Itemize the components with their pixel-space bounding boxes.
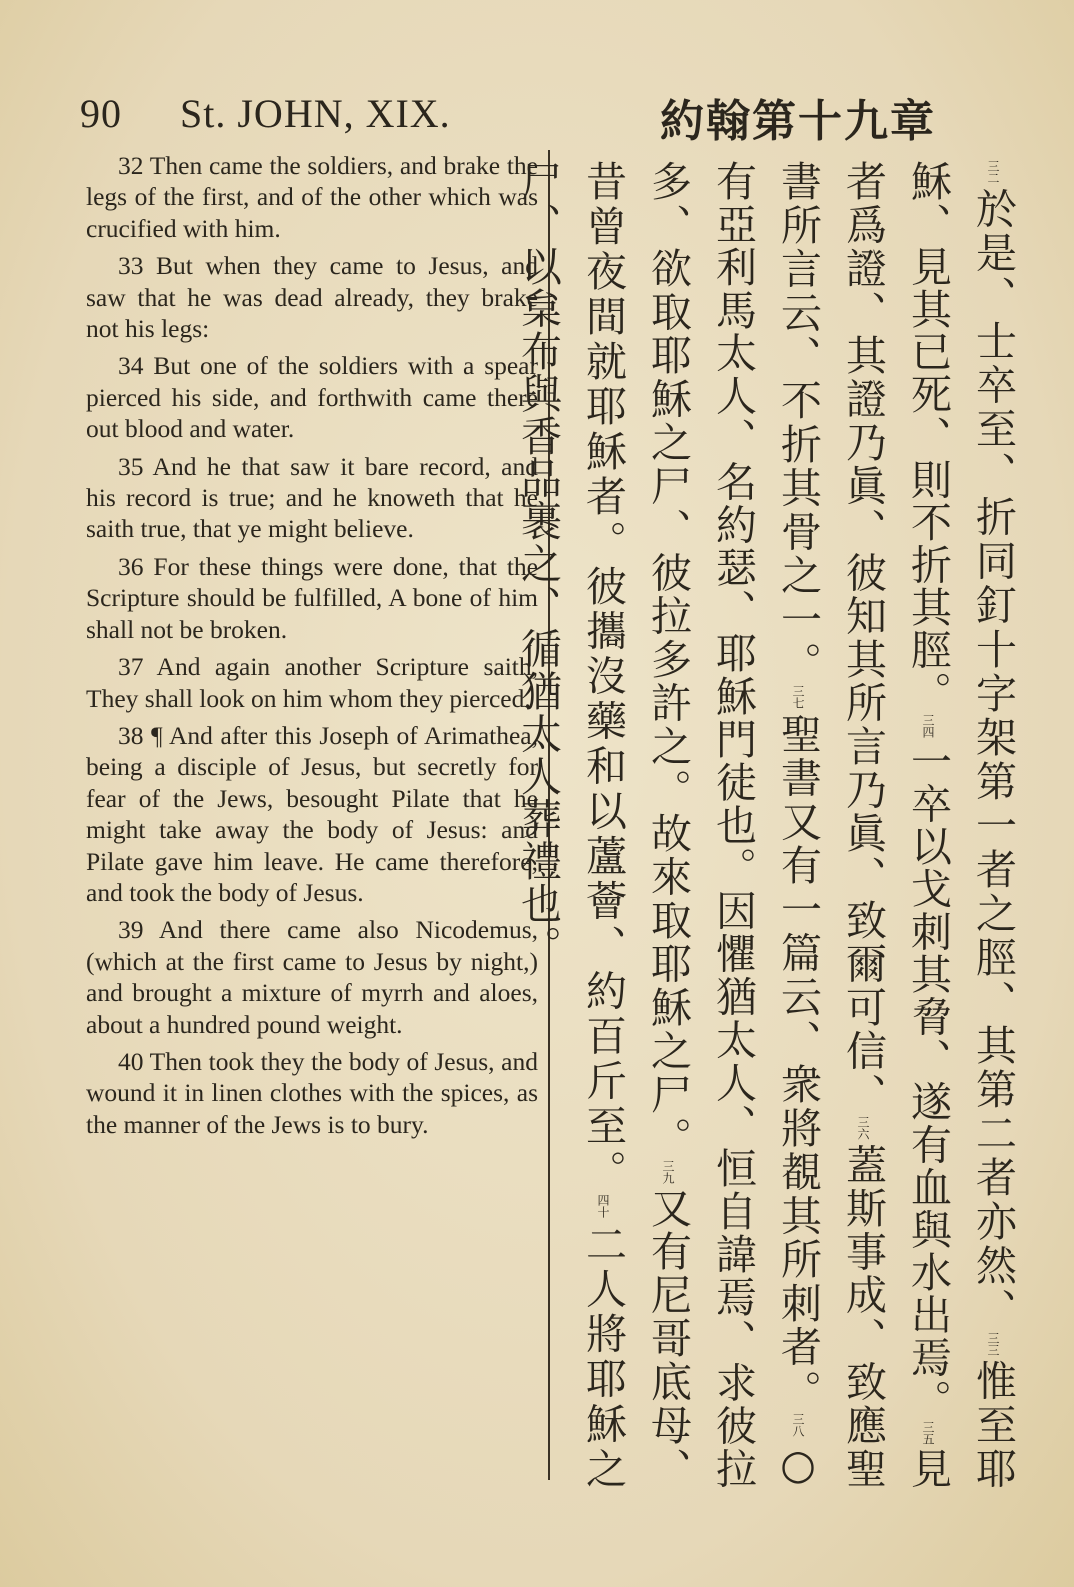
verse-39: 39 And there came also Nicodemus, (which at the first came to Jesus by night,) and brought a mixture of myrrh and aloes, about a hundred pound weight. xyxy=(86,915,538,1039)
verse-37: 37 And again another Scripture saith, They shall look on him whom they pierced. xyxy=(86,652,538,713)
verse-32: 32 Then came the soldiers, and brake the legs of the first, and of the other which was crucified with him. xyxy=(86,151,538,243)
verse-number-37: 三七 xyxy=(791,685,805,710)
verse-40: 40 Then took they the body of Jesus, and wound it in linen clothes with the spices, as the manner of the Jews is to bury. xyxy=(86,1046,538,1139)
chinese-verse-39: 又有尼哥底母、昔曾夜間就耶穌者。彼攜沒藥和以蘆薈、約百斤至。 xyxy=(579,160,692,1491)
chinese-verse-37: 聖書又有一篇云、衆將覩其所刺者。 xyxy=(774,711,822,1414)
verse-number-40: 四十 xyxy=(596,1194,610,1219)
english-column xyxy=(86,150,538,1146)
chinese-verse-40: 二人將耶穌之尸、以枲布與香品裹之、循猶太人葬禮也。 xyxy=(514,160,627,1491)
verse-35: 35 And he that saw it bare record, and his record is true; and he knoweth that he saith true, that ye might believe. xyxy=(86,451,538,544)
page-header xyxy=(80,90,550,140)
chinese-chapter-title: 約翰第十九章 xyxy=(660,96,936,147)
verse-38: 38 ¶ And after this Joseph of Arimathea, being a disciple of Jesus, but secretly for fear of the Jews, besought Pilate that he might take away the body of Jesus: and Pilate gave him leave. He came therefore, and took the body of Jesus. xyxy=(86,720,538,907)
verse-number-38: 三八 xyxy=(791,1413,805,1438)
verse-number-34: 三四 xyxy=(921,713,935,738)
verse-33: 33 But when they came to Jesus, and saw that he was dead already, they brake not his legs: xyxy=(86,251,538,344)
chinese-verse-38: ○有亞利馬太人、名約瑟、耶穌門徒也。因懼猶太人、恒自諱焉、求彼拉多、欲取耶穌之尸、彼拉多許之。故來取耶穌之尸。 xyxy=(644,160,822,1491)
verse-number-39: 三九 xyxy=(661,1159,675,1184)
verse-36: 36 For these things were done, that the Scripture should be fulfilled, A bone of him shall not be broken. xyxy=(86,551,538,644)
verse-number-32: 三二 xyxy=(986,160,1000,184)
verse-number-36: 三六 xyxy=(856,1116,870,1141)
chinese-verse-34: 一卒以戈刺其脅、遂有血與水出焉。 xyxy=(904,739,952,1422)
verse-number-35: 三五 xyxy=(921,1421,935,1446)
chinese-verse-33: 惟至耶穌、見其已死、則不折其脛。 xyxy=(904,160,1017,1491)
chinese-verse-32: 於是、士卒至、折同釘十字架第一者之脛、其第二者亦然、 xyxy=(969,186,1017,1332)
verse-number-33: 三三 xyxy=(986,1331,1000,1356)
chinese-verse-35: 見者爲證、其證乃眞、彼知其所言乃眞、致爾可信、 xyxy=(839,160,952,1491)
chinese-column xyxy=(514,160,1025,1491)
page-number: 90 xyxy=(80,91,122,136)
verse-34: 34 But one of the soldiers with a spear pierced his side, and forthwith came there out blood and water. xyxy=(86,351,538,444)
book-chapter-title: St. JOHN, XIX. xyxy=(180,91,451,136)
chinese-verse-36: 蓋斯事成、致應聖書所言云、不折其骨之一。 xyxy=(774,160,887,1491)
